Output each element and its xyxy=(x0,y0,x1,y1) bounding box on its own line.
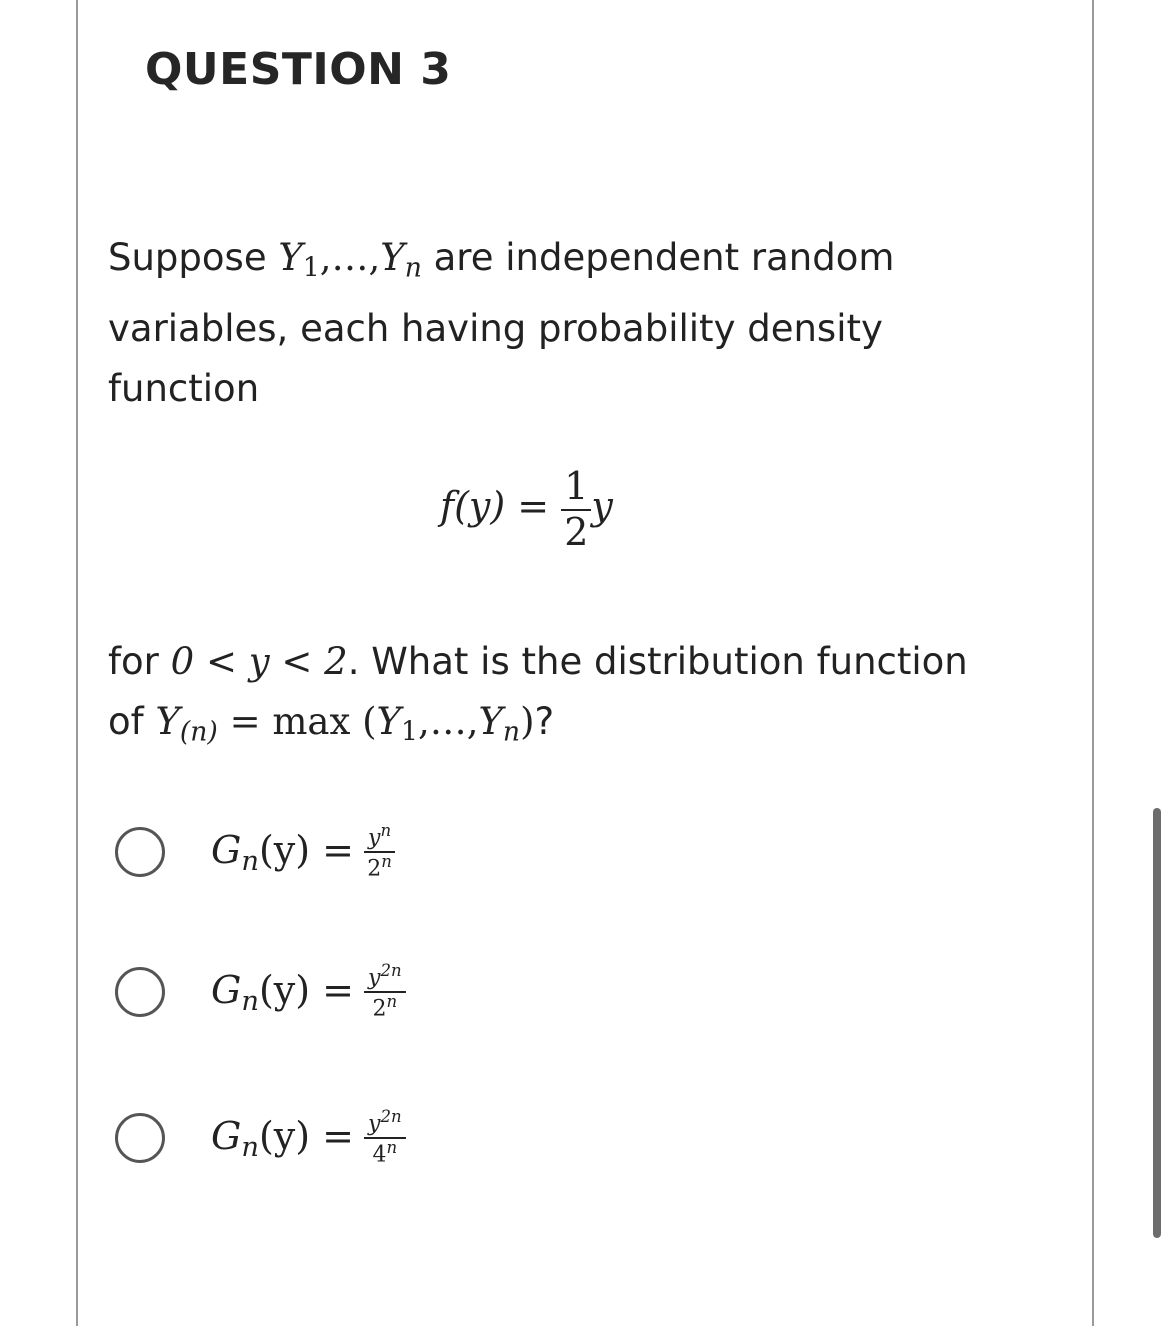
max-Y: $Y_{(n)}$ xyxy=(155,700,218,748)
option-fraction: $\frac{y^{2n}}{2^n}$ xyxy=(364,962,406,1021)
option-formula xyxy=(211,962,406,1021)
vertical-scrollbar[interactable] xyxy=(1153,808,1161,1238)
radio-button[interactable] xyxy=(115,967,165,1017)
max-Y1: $Y_1$ xyxy=(376,700,418,748)
max-expr: = max ( xyxy=(217,700,377,743)
cond-text-1: for xyxy=(108,640,171,683)
max-close: ) xyxy=(520,700,535,743)
radio-button[interactable] xyxy=(115,1113,165,1163)
intro-text-1: Suppose xyxy=(108,236,279,279)
question-title: QUESTION 3 xyxy=(145,44,452,95)
question-intro xyxy=(108,228,1008,419)
pdf-var: y xyxy=(591,484,613,529)
answer-option-3[interactable] xyxy=(115,1098,406,1178)
option-lhs: $G_n(y)$ = xyxy=(211,967,355,1017)
question-mark: ? xyxy=(534,700,555,743)
answer-option-1[interactable] xyxy=(115,812,395,892)
radio-button[interactable] xyxy=(115,827,165,877)
answer-option-2[interactable] xyxy=(115,952,406,1032)
question-condition xyxy=(108,632,1008,763)
option-formula xyxy=(211,1108,406,1167)
pdf-equation xyxy=(440,465,613,554)
intro-text-2: are independent random variables, each having probability density function xyxy=(108,236,895,410)
cond-math: 0 < y < 2 xyxy=(170,640,348,683)
cond-text-2: . What is the distribution function of xyxy=(108,640,968,743)
option-formula xyxy=(211,822,395,881)
max-sep: ,…, xyxy=(417,700,479,743)
option-lhs: $G_n(y)$ = xyxy=(211,827,355,877)
max-Yn: $Y_n$ xyxy=(478,700,521,748)
option-lhs: $G_n(y)$ = xyxy=(211,1113,355,1163)
math-sep: ,…, xyxy=(319,236,381,279)
math-Y1: $Y_1$ xyxy=(278,236,320,284)
option-fraction: $\frac{y^n}{2^n}$ xyxy=(364,822,395,881)
math-Yn: $Y_n$ xyxy=(380,236,422,284)
pdf-fraction: $\frac{1}{2}$ xyxy=(561,465,591,554)
option-fraction: $\frac{y^{2n}}{4^n}$ xyxy=(364,1108,406,1167)
pdf-lhs: f(y) = xyxy=(440,484,550,529)
